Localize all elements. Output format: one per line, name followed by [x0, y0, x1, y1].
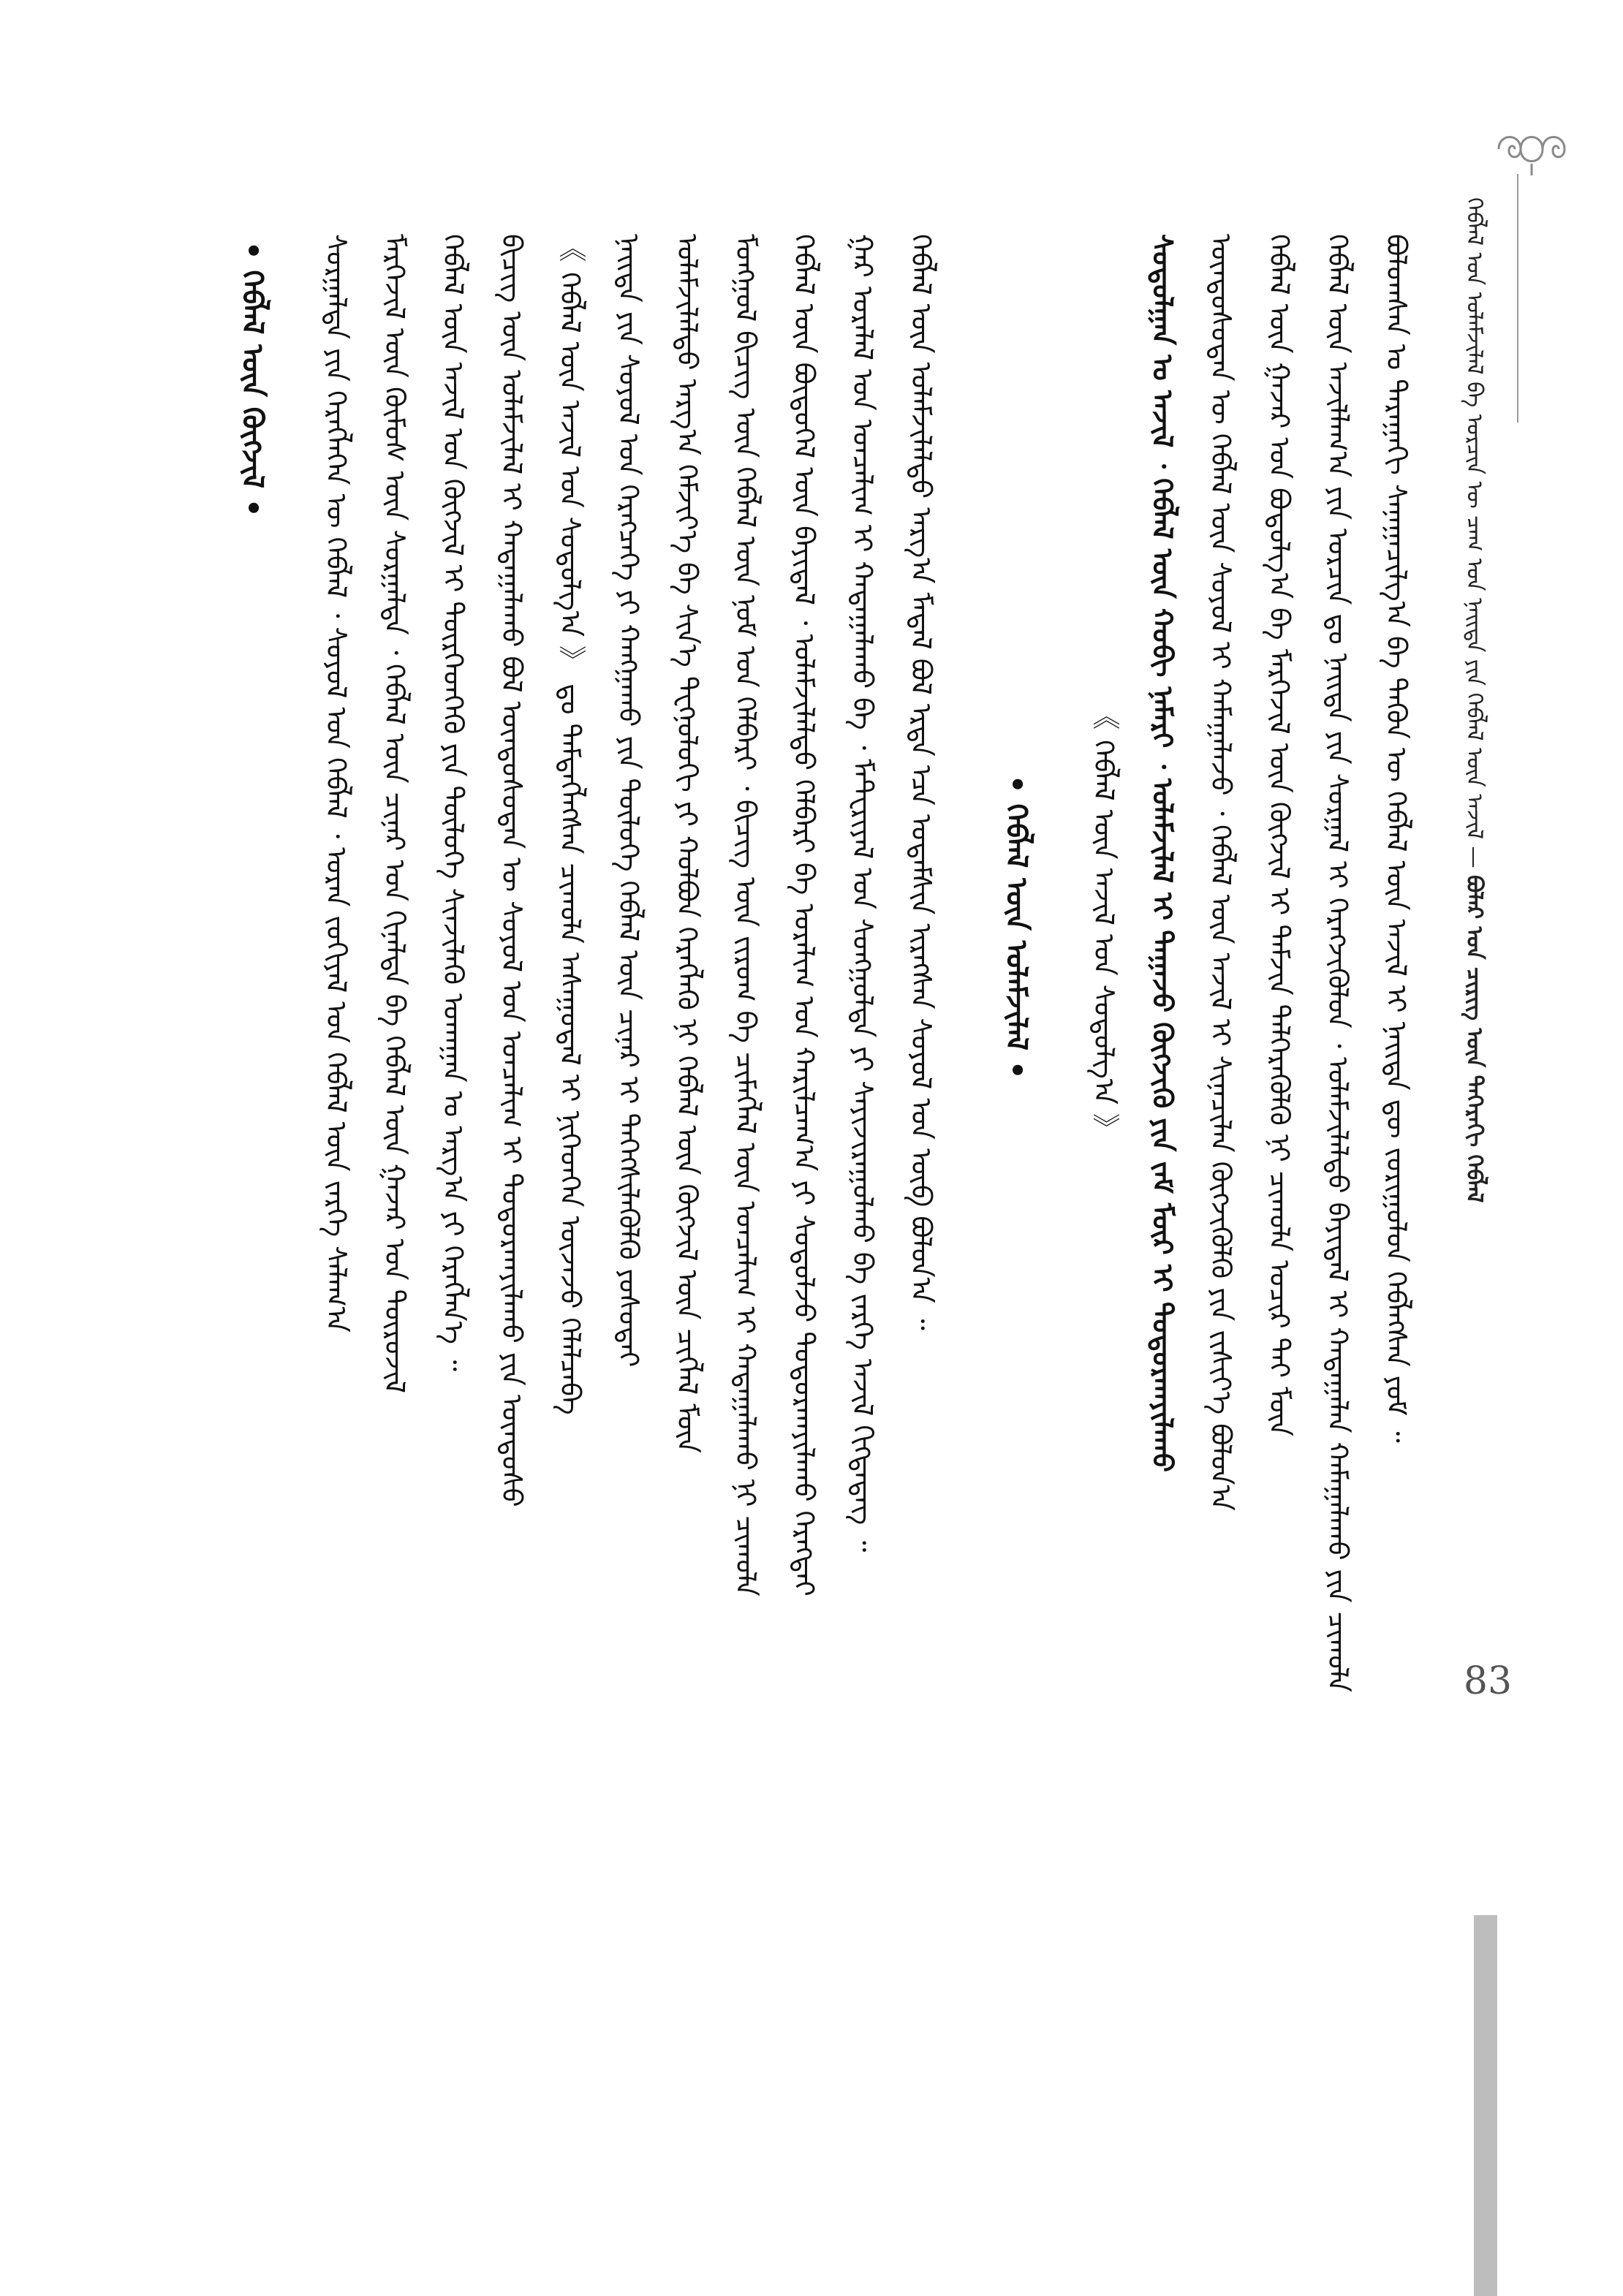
running-title: ᠬᠡᠪᠯᠡᠯ ᠤᠨ ᠤᠯᠠᠮᠵᠢᠯᠠᠯ ᠪᠠ ᠣᠷᠴᠢᠨ ᠦ ᠴᠠᠭ ᠤᠨ ᠨᠡᠢᠲᠡ ᠶᠢᠨ ᠬᠡᠪᠯᠡᠯ ᠦᠨ ᠠᠵᠢᠯ — ᠪᠣᠯᠠᠷ ᠤᠨ ᠴᠢᠷᠢᠭ ᠦᠨ ᠳᠡᠭᠡᠷᠡᠬᠢ ᠬᠡᠪᠯᠡᠯ — [1461, 197, 1487, 1203]
paragraph2-line-1: ᠬᠡᠪᠯᠡᠯ ᠦᠨ ᠤᠯᠠᠮᠵᠢᠯᠠᠯᠲᠤ ᠠᠷᠭ᠎ᠠ ᠮᠠᠳᠠᠯ ᠪᠣᠯ ᠡᠷᠲᠡ ᠡᠴᠡ ᠤᠳᠠᠮᠰᠢᠨ ᠢᠷᠡᠭᠰᠡᠨ ᠰᠣᠶᠣᠯ ᠤᠨ ᠥᠪ ᠪᠣᠯᠤᠨ᠎ᠠ ᠃ — [905, 234, 937, 1330]
paragraph1-line-4: ᠦᠨᠳᠦᠰᠦᠲᠡᠨ ᠦ ᠬᠡᠪᠯᠡᠯ ᠦᠨ ᠰᠣᠶᠣᠯ ᠢ ᠬᠠᠮᠠᠭᠠᠯᠠᠵᠤ ᠂ ᠬᠡᠪᠯᠡᠯ ᠦᠨ ᠠᠵᠢᠯ ᠢ ᠰᠢᠨᠡᠴᠢᠯᠡᠨ ᠬᠥᠭᠵᠢᠭᠦᠯᠬᠦ ᠶᠢᠨ ᠵᠢᠱᠢᠶ᠎ᠡ ᠪᠣᠯᠤᠨ᠎ᠠ — [1205, 234, 1237, 1511]
section1-heading: • ᠬᠡᠪᠯᠡᠯ ᠦᠨ ᠤᠯᠠᠮᠵᠢᠯᠠᠯ • — [999, 775, 1034, 1080]
running-title-part2: ᠪᠣᠯᠠᠷ ᠤᠨ ᠴᠢᠷᠢᠭ ᠦᠨ ᠳᠡᠭᠡᠷᠡᠬᠢ ᠬᠡᠪᠯᠡᠯ — [1461, 875, 1487, 1203]
paragraph2-line-5: ᠤᠯᠠᠮᠵᠢᠯᠠᠯᠲᠤ ᠠᠷᠭ᠎ᠠ ᠬᠡᠮᠵᠢᠶ᠎ᠡ ᠪᠠ ᠰᠢᠨ᠎ᠡ ᠲᠧᠬᠨᠣᠯᠣᠭᠢ ᠶᠢ ᠬᠣᠯᠪᠣᠨ ᠬᠡᠷᠡᠭᠯᠡᠬᠦ ᠨᠢ ᠬᠡᠪᠯᠡᠯ ᠦᠨ ᠬᠥᠭᠵᠢᠯ ᠦᠨ ᠴᠢᠭᠯᠡᠯ ᠮᠥᠨ — [671, 234, 703, 1453]
paragraph2-line-6: ᠨᠡᠢᠲᠡ ᠶᠢᠨ ᠰᠣᠶᠣᠯ ᠤᠨ ᠬᠡᠷᠡᠭᠴᠡᠭᠡ ᠶᠢ ᠬᠠᠩᠭᠠᠬᠤ ᠶᠢᠨ ᠲᠥᠯᠥᠭᠡ ᠬᠡᠪᠯᠡᠯ ᠦᠨ ᠴᠢᠨᠠᠷ ᠢ ᠳᠡᠭᠡᠭᠰᠢᠯᠡᠭᠦᠯᠬᠦ ᠶᠤᠰᠣᠳᠠᠢ — [613, 234, 645, 1368]
header-rule — [1517, 174, 1518, 423]
scroll-ornament-icon — [1491, 123, 1572, 175]
paragraph2-line-2: ᠭᠠᠷ ᠤᠷᠠᠯᠠᠯ ᠤᠨ ᠣᠨᠴᠠᠯᠢᠭ ᠢ ᠬᠠᠳᠠᠭᠠᠯᠠᠬᠤ ᠪᠠ ᠂ ᠮᠠᠲᠸᠷᠢᠶᠠᠯ ᠤᠨ ᠰᠣᠩᠭᠣᠯᠲᠠ ᠶᠢ ᠰᠠᠶᠢᠵᠢᠷᠠᠭᠤᠯᠬᠤ ᠪᠠ ᠵᠡᠷᠭᠡ ᠠᠵᠢᠯ ᠬᠢᠭᠳᠡᠳᠡᠭ ᠃ — [847, 234, 879, 1553]
page-number: 83 — [1463, 1659, 1513, 1703]
section2-heading: • ᠬᠡᠪᠯᠡᠯ ᠦᠨ ᠬᠥᠭᠵᠢᠯ • — [235, 241, 270, 518]
paragraph1-line-3: ᠬᠡᠪᠯᠡᠯ ᠦᠨ ᠭᠠᠵᠠᠷ ᠤᠨ ᠪᠣᠳᠣᠯᠭ᠎ᠠ ᠪᠠ ᠮᠡᠷᠭᠡᠵᠢᠯ ᠦᠨ ᠬᠥᠭᠵᠢᠯ ᠢ ᠳᠡᠮᠵᠢᠨ ᠳᠡᠯᠭᠡᠷᠡᠭᠦᠯᠬᠦ ᠨᠢ ᠴᠢᠬᠤᠯᠠ ᠤᠴᠢᠷ ᠲᠠᠢ ᠮᠥᠨ — [1263, 234, 1295, 1436]
running-header — [1455, 197, 1513, 1513]
quote-line: 《 ᠬᠡᠪᠯᠡᠯ ᠦᠨ ᠠᠵᠢᠯ ᠤᠨ ᠰᠤᠳᠤᠯᠭ᠎ᠠ 》 — [1088, 702, 1120, 1143]
paragraph1-line-5: ᠰᠤᠳᠤᠯᠭᠠᠨ ᠤ ᠠᠵᠢᠯ ᠂ ᠬᠡᠪᠯᠡᠯ ᠦᠨ ᠬᠤᠪᠢ ᠨᠡᠮᠡᠷᠢ ᠂ ᠤᠯᠠᠮᠵᠢᠯᠠᠯ ᠢ ᠳᠠᠭᠠᠵᠤ ᠬᠥᠭᠵᠢᠬᠦ ᠶᠢᠨ ᠵᠠᠮ ᠮᠦᠷ ᠢ ᠲᠣᠳᠣᠷᠬᠠᠶᠢᠯᠠᠬᠤ — [1146, 234, 1179, 1472]
paragraph2-line-7: 《 ᠬᠡᠪᠯᠡᠯ ᠦᠨ ᠠᠵᠢᠯ ᠤᠨ ᠰᠤᠳᠤᠯᠭ᠎ᠠ 》 ᠳᠤ ᠲᠡᠮᠳᠡᠭᠯᠡᠭᠰᠡᠨ ᠴᠢᠬᠤᠯᠠ ᠠᠰᠠᠭᠤᠳᠠᠯ ᠢ ᠨᠢᠭᠡᠳᠭᠡᠨ ᠦᠵᠡᠵᠦ ᠬᠡᠯᠡᠯᠴᠡᠪᠡ — [554, 234, 586, 1415]
paragraph2-line-4: ᠮᠣᠩᠭᠣᠯ ᠪᠢᠴᠢᠭ ᠦᠨ ᠬᠡᠪᠯᠡᠯ ᠦᠨ ᠨᠣᠮ ᠤᠨ ᠬᠡᠯᠪᠡᠷᠢ ᠂ ᠪᠢᠴᠢᠭ ᠦᠨ ᠵᠢᠷᠤᠭ ᠪᠠ ᠴᠢᠮᠡᠭᠯᠡᠯ ᠦᠨ ᠣᠨᠴᠠᠯᠢᠭ ᠢ ᠬᠠᠳᠠᠭᠠᠯᠠᠬᠤ ᠨᠢ ᠴᠢᠬᠤᠯᠠ — [730, 234, 762, 1596]
paragraph2-line-11: ᠰᠤᠷᠭᠠᠯᠲᠠ ᠶᠢᠨ ᠬᠡᠷᠡᠭᠯᠡᠭᠡᠨ ᠦ ᠬᠡᠪᠯᠡᠯ ᠂ ᠰᠣᠶᠣᠯ ᠤᠨ ᠬᠡᠪᠯᠡᠯ ᠂ ᠤᠷᠠᠨ ᠵᠣᠬᠢᠶᠠᠯ ᠤᠨ ᠬᠡᠪᠯᠡᠯ ᠦᠨ ᠵᠡᠷᠭᠡ ᠰᠠᠯᠠᠭ᠎ᠠ — [320, 234, 352, 1333]
chapter-tab — [1474, 1915, 1497, 2296]
paragraph2-line-3: ᠬᠡᠪᠯᠡᠯ ᠦᠨ ᠪᠦᠲᠦᠭᠡᠯ ᠦᠨ ᠪᠠᠶᠢᠳᠠᠯ ᠂ ᠤᠯᠠᠮᠵᠢᠯᠠᠯᠲᠤ ᠬᠡᠯᠪᠡᠷᠢ ᠪᠠ ᠤᠷᠠᠯᠢᠭ ᠤᠨ ᠬᠠᠷᠢᠯᠴᠠᠭ᠎ᠠ ᠶᠢ ᠰᠤᠳᠤᠯᠵᠤ ᠲᠣᠳᠣᠷᠬᠠᠶᠢᠯᠠᠬᠤ ᠬᠡᠷᠡᠭᠲᠡᠢ — [788, 234, 820, 1596]
paragraph2-line-9: ᠬᠡᠪᠯᠡᠯ ᠦᠨ ᠠᠵᠢᠯ ᠤᠨ ᠬᠥᠭᠵᠢᠯ ᠢ ᠲᠦᠷᠭᠡᠳᠭᠡᠬᠦ ᠶᠢᠨ ᠲᠥᠯᠥᠭᠡ ᠰᠢᠨᠵᠢᠯᠡᠬᠦ ᠤᠬᠠᠭᠠᠨ ᠤ ᠠᠷᠭ᠎ᠠ ᠶᠢ ᠬᠡᠷᠡᠭᠯᠡᠨ᠎ᠡ ᠃ — [437, 234, 469, 1372]
paragraph1-line-1: ᠪᠣᠯᠤᠭᠰᠠᠨ ᠤ ᠳᠠᠷᠠᠭᠠᠬᠢ ᠰᠠᠨᠠᠭᠠᠴᠢᠯᠭ᠎ᠠ ᠪᠠ ᠲᠡᠭᠦᠨ ᠦ ᠬᠡᠪᠯᠡᠯ ᠦᠨ ᠠᠵᠢᠯ ᠢ ᠨᠡᠢᠲᠡ ᠳᠦ ᠵᠣᠷᠢᠭᠤᠯᠤᠨ ᠬᠡᠪᠯᠡᠭᠰᠡᠨ ᠶᠤᠮ ᠃ — [1380, 234, 1412, 1443]
paragraph2-line-10: ᠮᠡᠷᠭᠡᠵᠢᠯ ᠦᠨ ᠬᠦᠮᠦᠰ ᠦᠨ ᠰᠤᠷᠭᠠᠯᠲᠠ ᠂ ᠬᠡᠪᠯᠡᠯ ᠦᠨ ᠴᠢᠨᠠᠷ ᠤᠨ ᠬᠢᠨᠠᠯᠲᠠ ᠪᠠ ᠬᠡᠪᠯᠡᠯ ᠦᠨ ᠭᠠᠵᠠᠷ ᠤᠨ ᠲᠥᠷᠥᠵᠢᠯ — [379, 234, 411, 1393]
running-title-part1: ᠬᠡᠪᠯᠡᠯ ᠤᠨ ᠤᠯᠠᠮᠵᠢᠯᠠᠯ ᠪᠠ ᠣᠷᠴᠢᠨ ᠦ ᠴᠠᠭ ᠤᠨ ᠨᠡᠢᠲᠡ ᠶᠢᠨ ᠬᠡᠪᠯᠡᠯ ᠦᠨ ᠠᠵᠢᠯ — [1461, 197, 1487, 840]
paragraph1-line-2: ᠬᠡᠪᠯᠡᠯ ᠦᠨ ᠠᠵᠢᠯᠯᠠᠭ᠎ᠠ ᠶᠢᠨ ᠣᠷᠴᠢᠨ ᠳᠤ ᠨᠡᠢᠲᠡ ᠶᠢᠨ ᠰᠤᠷᠭᠠᠯ ᠢ ᠬᠡᠷᠡᠭᠵᠢᠭᠦᠯᠦᠨ ᠂ ᠤᠯᠠᠮᠵᠢᠯᠠᠯᠲᠤ ᠪᠠᠶᠢᠳᠠᠯ ᠢ ᠬᠠᠳᠠᠭᠠᠯᠠᠨ ᠬᠠᠮᠠᠭᠠᠯᠠᠬᠤ ᠶᠢᠨ ᠴᠢᠬᠤᠯᠠ — [1322, 234, 1354, 1692]
paragraph2-line-8: ᠪᠢᠴᠢᠭ ᠦᠨ ᠤᠯᠠᠮᠵᠢᠯᠠᠯ ᠢ ᠬᠠᠳᠠᠭᠠᠯᠠᠬᠤ ᠪᠣᠯ ᠦᠨᠳᠦᠰᠦᠲᠡᠨ ᠦ ᠰᠣᠶᠣᠯ ᠤᠨ ᠣᠨᠴᠠᠯᠢᠭ ᠢ ᠲᠣᠳᠣᠷᠬᠠᠶᠢᠯᠠᠬᠤ ᠶᠢᠨ ᠦᠨᠳᠦᠰᠦ — [496, 234, 528, 1507]
